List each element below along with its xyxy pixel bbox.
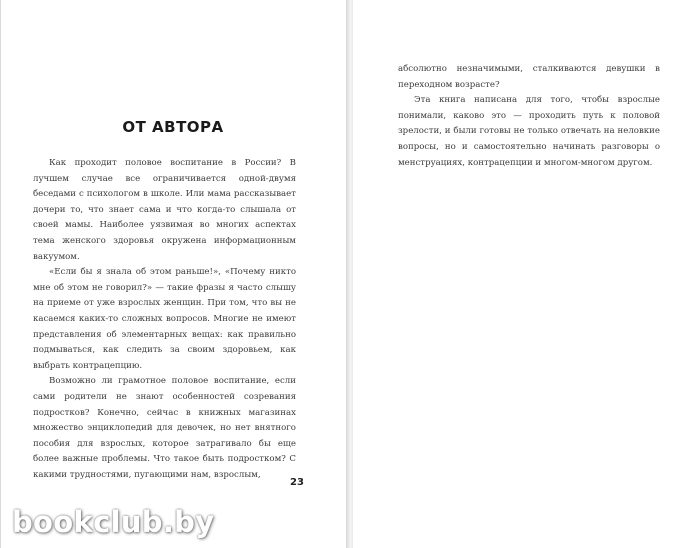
paragraph: Как проходит половое воспитание в России? В лучшем случае все ограничивается одной-двумя беседами с психологом в школе. Или мама рассказывает дочери то, что знает сама и что когда-то слышала от своей мамы. Наиболее уязвимая во многих аспектах тема женского здоровья окружена информационным вакуумом.: [33, 158, 296, 262]
left-page-text: [33, 156, 296, 483]
watermark-logo: bookclub.by: [12, 505, 215, 539]
paragraph: «Если бы я знала об этом раньше!», «Почему никто мне об этом не говорил?» — такие фразы я часто слышу на приеме от уже взрослых женщин. При том, что вы не касаемся каких-то сложных вопросов. Многие не имеют представления об элементарных вещах: как правильно подмываться, как следить за своим здоровьем, как выбрать контрацепцию.: [33, 267, 296, 371]
book-gutter: [346, 0, 353, 548]
chapter-title: ОТ АВТОРА: [122, 118, 224, 136]
paragraph: Возможно ли грамотное половое воспитание, если сами родители не знают особенностей созревания подростков? Конечно, сейчас в книжных магазинах множество энциклопедий для девочек, но нет внятного пособия для взрослых, которое затрагивало бы еще более важные проблемы. Что такое быть подростком? С какими трудностями, пугающими нам, взрослым,: [33, 376, 296, 480]
right-page-text: [398, 62, 660, 171]
left-page: [0, 0, 346, 548]
paragraph: Эта книга написана для того, чтобы взрослые понимали, каково это — проходить путь к половой зрелости, и были готовы не только отвечать на неловкие вопросы, но и самостоятельно начинать разговоры о менструациях, контрацепции и многом-многом другом.: [398, 95, 660, 168]
page-number: 23: [290, 477, 304, 488]
paragraph: абсолютно незначимыми, сталкиваются девушки в переходном возрасте?: [398, 64, 660, 90]
